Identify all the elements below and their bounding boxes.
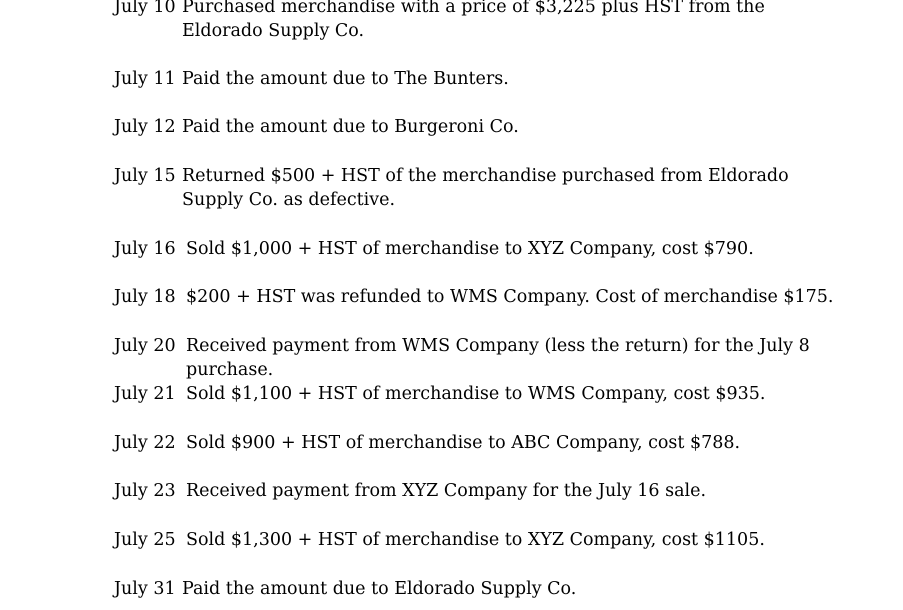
- entry-description: Paid the amount due to Burgeroni Co.: [182, 117, 519, 137]
- entry-description: $200 + HST was refunded to WMS Company. Cost of merchandise $175.: [186, 287, 834, 307]
- entry-date: July 25: [114, 530, 176, 550]
- entry-date: July 20: [114, 336, 176, 356]
- entry-july-11: [114, 67, 844, 91]
- entry-july-22: [114, 431, 844, 455]
- entry-july-15: [114, 164, 844, 212]
- entry-july-21: [114, 382, 844, 406]
- entry-date: July 31: [114, 579, 176, 599]
- entry-description: Sold $1,300 + HST of merchandise to XYZ Company, cost $1105.: [186, 530, 765, 550]
- entry-description: Received payment from XYZ Company for the July 16 sale.: [186, 481, 707, 501]
- entry-description: Sold $1,100 + HST of merchandise to WMS Company, cost $935.: [186, 384, 766, 404]
- entry-date: July 10: [114, 0, 176, 17]
- entry-description: Received payment from WMS Company (less the return) for the July 8 purchase.: [186, 336, 810, 380]
- entry-description: Sold $900 + HST of merchandise to ABC Company, cost $788.: [186, 433, 741, 453]
- entry-july-23: [114, 479, 844, 503]
- entry-description: Paid the amount due to Eldorado Supply Co.: [182, 579, 577, 599]
- entry-date: July 11: [114, 69, 176, 89]
- entry-date: July 12: [114, 117, 176, 137]
- entry-date: July 22: [114, 433, 176, 453]
- entry-date: July 16: [114, 239, 176, 259]
- entry-july-20: [114, 334, 844, 382]
- entry-description: Paid the amount due to The Bunters.: [182, 69, 509, 89]
- entry-date: July 15: [114, 166, 176, 186]
- entry-description: Purchased merchandise with a price of $3,225 plus HST from the Eldorado Supply Co.: [182, 0, 765, 41]
- entry-july-25: [114, 528, 844, 552]
- entry-date: July 18: [114, 287, 176, 307]
- entry-description: Sold $1,000 + HST of merchandise to XYZ Company, cost $790.: [186, 239, 754, 259]
- entry-date: July 23: [114, 481, 176, 501]
- entry-july-10: [114, 0, 844, 43]
- entry-date: July 21: [114, 384, 176, 404]
- entry-july-31: [114, 577, 844, 601]
- entry-july-18: [114, 285, 844, 309]
- entry-july-16: [114, 237, 844, 261]
- entry-description: Returned $500 + HST of the merchandise purchased from Eldorado Supply Co. as defective.: [182, 166, 789, 210]
- entry-july-12: [114, 115, 844, 139]
